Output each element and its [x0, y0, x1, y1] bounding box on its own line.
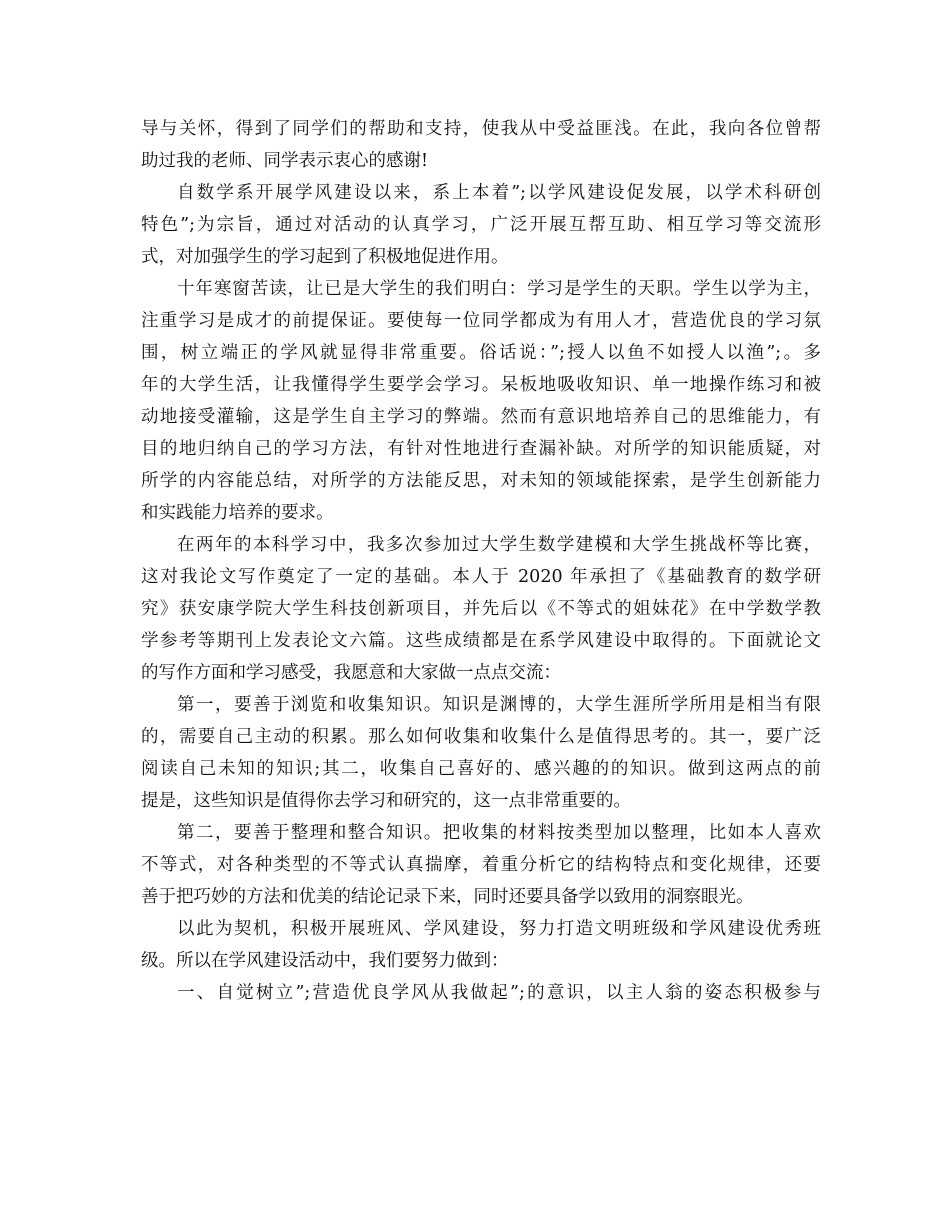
text-line-2: 助过我的老师、同学表示衷心的感谢!	[141, 151, 429, 171]
text-line-6: 十年寒窗苦读，让已是大学生的我们明白：学习是学生的天职。学生以学为主，	[177, 279, 821, 299]
text-line-13: 和实践能力培养的要求。	[141, 503, 334, 523]
text-line-11: 目的地归纳自己的学习方法，有针对性地进行查漏补缺。对所学的知识能质疑，对	[141, 439, 821, 459]
text-line-1: 导与关怀，得到了同学们的帮助和支持，使我从中受益匪浅。在此，我向各位曾帮	[141, 119, 821, 139]
text-line-8: 围，树立端正的学风就显得非常重要。俗话说：”;授人以鱼不如授人以渔”;。多	[141, 343, 821, 363]
text-line-28: 一、自觉树立”;营造优良学风从我做起”;的意识，以主人翁的姿态积极参与	[177, 983, 821, 1003]
text-line-23: 第二，要善于整理和整合知识。把收集的材料按类型加以整理，比如本人喜欢	[177, 823, 821, 843]
text-line-22: 提是，这些知识是值得你去学习和研究的，这一点非常重要的。	[141, 791, 631, 811]
text-line-26: 以此为契机，积极开展班风、学风建设，努力打造文明班级和学风建设优秀班	[177, 919, 821, 939]
text-line-25: 善于把巧妙的方法和优美的结论记录下来，同时还要具备学以致用的洞察眼光。	[141, 887, 754, 907]
text-line-7: 注重学习是成才的前提保证。要使每一位同学都成为有用人才，营造优良的学习氛	[141, 311, 821, 331]
text-line-15: 这对我论文写作奠定了一定的基础。本人于 2020 年承担了《基础教育的数学研	[141, 567, 821, 587]
text-line-21: 阅读自己未知的知识;其二，收集自己喜好的、感兴趣的的知识。做到这两点的前	[141, 759, 821, 779]
text-line-27: 级。所以在学风建设活动中，我们要努力做到：	[141, 951, 509, 971]
document-body	[141, 113, 821, 1009]
text-line-20: 的，需要自己主动的积累。那么如何收集和收集什么是值得思考的。其一，要广泛	[141, 727, 821, 747]
text-line-9: 年的大学生活，让我懂得学生要学会学习。呆板地吸收知识、单一地操作练习和被	[141, 375, 821, 395]
text-line-14: 在两年的本科学习中，我多次参加过大学生数学建模和大学生挑战杯等比赛，	[177, 535, 821, 555]
text-line-18: 的写作方面和学习感受，我愿意和大家做一点点交流：	[141, 663, 561, 683]
text-line-3: 自数学系开展学风建设以来，系上本着”;以学风建设促发展，以学术科研创	[177, 183, 821, 203]
text-line-12: 所学的内容能总结，对所学的方法能反思，对未知的领域能探索，是学生创新能力	[141, 471, 821, 491]
text-line-4: 特色”;为宗旨，通过对活动的认真学习，广泛开展互帮互助、相互学习等交流形	[141, 215, 821, 235]
text-line-17: 学参考等期刊上发表论文六篇。这些成绩都是在系学风建设中取得的。下面就论文	[141, 631, 821, 651]
text-line-10: 动地接受灌输，这是学生自主学习的弊端。然而有意识地培养自己的思维能力，有	[141, 407, 821, 427]
text-line-24: 不等式，对各种类型的不等式认真揣摩，着重分析它的结构特点和变化规律，还要	[141, 855, 821, 875]
text-line-5: 式，对加强学生的学习起到了积极地促进作用。	[141, 247, 509, 267]
text-line-19: 第一，要善于浏览和收集知识。知识是渊博的，大学生涯所学所用是相当有限	[177, 695, 821, 715]
text-line-16: 究》获安康学院大学生科技创新项目，并先后以《不等式的姐妹花》在中学数学教	[141, 599, 821, 619]
